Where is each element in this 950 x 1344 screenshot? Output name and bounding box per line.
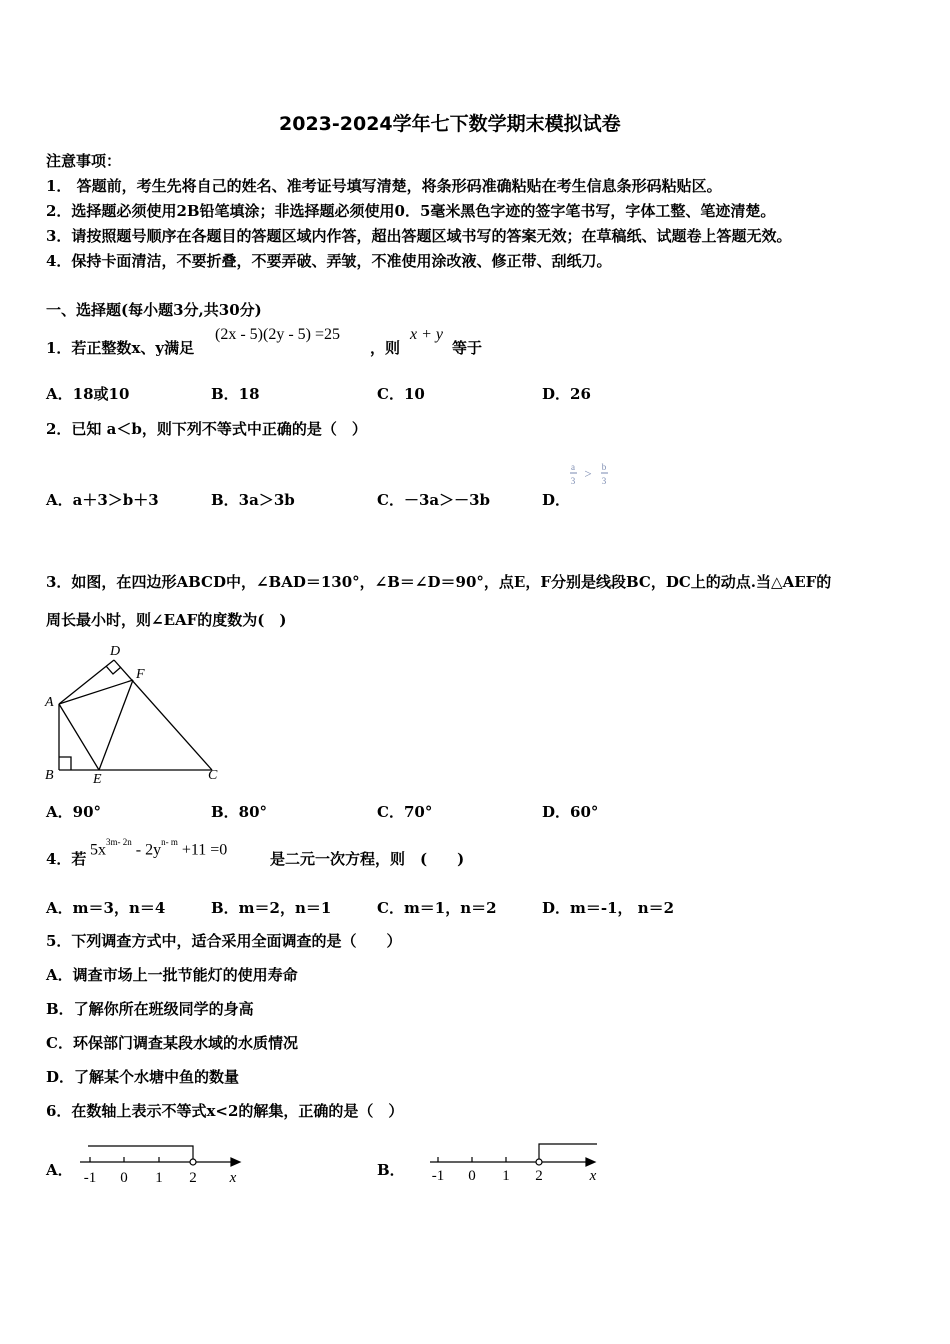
q2-option-d[interactable]: D． <box>542 491 571 509</box>
tick-label-0: 0 <box>120 1170 128 1186</box>
q4-equation <box>90 837 228 859</box>
frac-n1: a <box>571 462 575 472</box>
label-a: A <box>45 695 54 710</box>
eq-term-a: 5x <box>90 841 106 859</box>
q6-option-a[interactable]: A． <box>46 1161 73 1179</box>
segment-ae <box>59 704 99 770</box>
q2-option-c[interactable]: C．－3a＞－3b <box>377 491 491 509</box>
q3-option-b[interactable]: B．80° <box>211 803 268 821</box>
label-e: E <box>93 772 102 787</box>
q5-option-a[interactable]: A．调查市场上一批节能灯的使用寿命 <box>46 966 298 984</box>
notice-item-1: 1． 答题前，考生先将自己的姓名、准考证号填写清楚，将条形码准确粘贴在考生信息条形码粘贴区。 <box>46 177 722 195</box>
q6-option-b[interactable]: B． <box>377 1161 405 1179</box>
q2-option-d-fraction <box>568 460 613 492</box>
q4-option-a[interactable]: A．m＝3，n＝4 <box>46 899 166 917</box>
segment-af <box>59 680 133 704</box>
frac-d1: 3 <box>570 476 576 486</box>
tick-label-neg1: -1 <box>431 1168 445 1184</box>
tick-label-neg1: -1 <box>83 1170 97 1186</box>
notice-item-3: 3．请按照题号顺序在各题目的答题区域内作答，超出答题区域书写的答案无效；在草稿纸、试题卷上答题无效。 <box>46 227 792 245</box>
notice-item-4: 4．保持卡面清洁，不要折叠，不要弄破、弄皱，不准使用涂改液、修正带、刮纸刀。 <box>46 252 612 270</box>
tick-label-1: 1 <box>502 1168 510 1184</box>
q1-prefix: 1．若正整数x、y满足 <box>46 339 195 357</box>
segment-ef <box>99 680 133 770</box>
q1-equation: (2x - 5)(2y - 5) =25 <box>215 326 340 343</box>
open-point-2 <box>536 1159 542 1165</box>
q4-option-b[interactable]: B．m＝2，n＝1 <box>211 899 332 917</box>
q4-suffix: 是二元一次方程，则 ( ) <box>270 850 465 868</box>
q4-prefix: 4．若 <box>46 850 87 868</box>
q2-option-a[interactable]: A．a＋3＞b＋3 <box>46 491 159 509</box>
axis-arrow <box>231 1158 240 1166</box>
frac-d2: 3 <box>601 476 607 486</box>
label-d: D <box>110 644 121 659</box>
tick-label-2: 2 <box>535 1168 543 1184</box>
page-title: 2023-2024学年七下数学期末模拟试卷 <box>279 113 621 135</box>
q3-line2: 周长最小时，则∠EAF的度数为( ) <box>46 611 287 629</box>
q2-option-b[interactable]: B．3a＞3b <box>211 491 295 509</box>
eq-term-b: - 2y <box>131 841 162 859</box>
q1-option-d[interactable]: D．26 <box>542 385 591 403</box>
q1-mid: ，则 <box>370 339 401 357</box>
q5-option-d[interactable]: D．了解某个水塘中鱼的数量 <box>46 1068 240 1086</box>
open-point-2 <box>190 1159 196 1165</box>
q1-suffix: 等于 <box>452 339 483 357</box>
frac-op: > <box>584 466 592 481</box>
right-angle-d <box>106 666 121 674</box>
q1-option-b[interactable]: B．18 <box>211 385 260 403</box>
eq-term-c: +11 =0 <box>177 841 228 859</box>
tick-label-2: 2 <box>189 1170 197 1186</box>
section-heading: 一、选择题(每小题3分,共30分) <box>46 301 262 319</box>
q3-option-a[interactable]: A．90° <box>46 803 102 821</box>
label-f: F <box>136 667 145 682</box>
q5-option-b[interactable]: B．了解你所在班级同学的身高 <box>46 1000 254 1018</box>
q1-option-a[interactable]: A．18或10 <box>46 385 130 403</box>
axis-var: x <box>229 1170 237 1186</box>
solution-bracket <box>88 1146 193 1159</box>
eq-exp-1: 3m- 2n <box>106 837 132 847</box>
label-b: B <box>45 768 54 783</box>
q1-expr: x + y <box>410 326 443 343</box>
axis-arrow <box>586 1158 595 1166</box>
q6-number-line-a <box>75 1140 250 1188</box>
tick-label-1: 1 <box>155 1170 163 1186</box>
axis-var: x <box>589 1168 597 1184</box>
q4-option-d[interactable]: D．m＝-1， n＝2 <box>542 899 675 917</box>
notice-item-2: 2．选择题必须使用2B铅笔填涂；非选择题必须使用0．5毫米黑色字迹的签字笔书写，字体工整、笔迹清楚。 <box>46 202 776 220</box>
q2-stem: 2．已知 a＜b，则下列不等式中正确的是（ ） <box>46 420 367 438</box>
frac-n2: b <box>601 462 607 472</box>
q3-figure <box>40 640 230 790</box>
label-c: C <box>208 768 218 783</box>
q5-stem: 5．下列调查方式中，适合采用全面调查的是（ ） <box>46 932 402 950</box>
q4-option-c[interactable]: C．m＝1，n＝2 <box>377 899 497 917</box>
q1-option-c[interactable]: C．10 <box>377 385 425 403</box>
edge-dc <box>114 660 212 770</box>
notice-heading: 注意事项： <box>46 152 122 170</box>
q5-option-c[interactable]: C．环保部门调查某段水域的水质情况 <box>46 1034 298 1052</box>
q3-line1: 3．如图，在四边形ABCD中，∠BAD＝130°，∠B＝∠D＝90°，点E，F分别是线段BC，DC上的动点.当△AEF的 <box>46 573 832 591</box>
solution-bracket <box>539 1144 597 1159</box>
eq-exp-2: n- m <box>161 837 178 847</box>
q3-option-d[interactable]: D．60° <box>542 803 599 821</box>
tick-label-0: 0 <box>468 1168 476 1184</box>
right-angle-b <box>59 757 71 770</box>
q6-stem: 6．在数轴上表示不等式x<2的解集，正确的是（ ） <box>46 1102 404 1120</box>
q6-number-line-b <box>425 1140 605 1188</box>
q3-option-c[interactable]: C．70° <box>377 803 433 821</box>
